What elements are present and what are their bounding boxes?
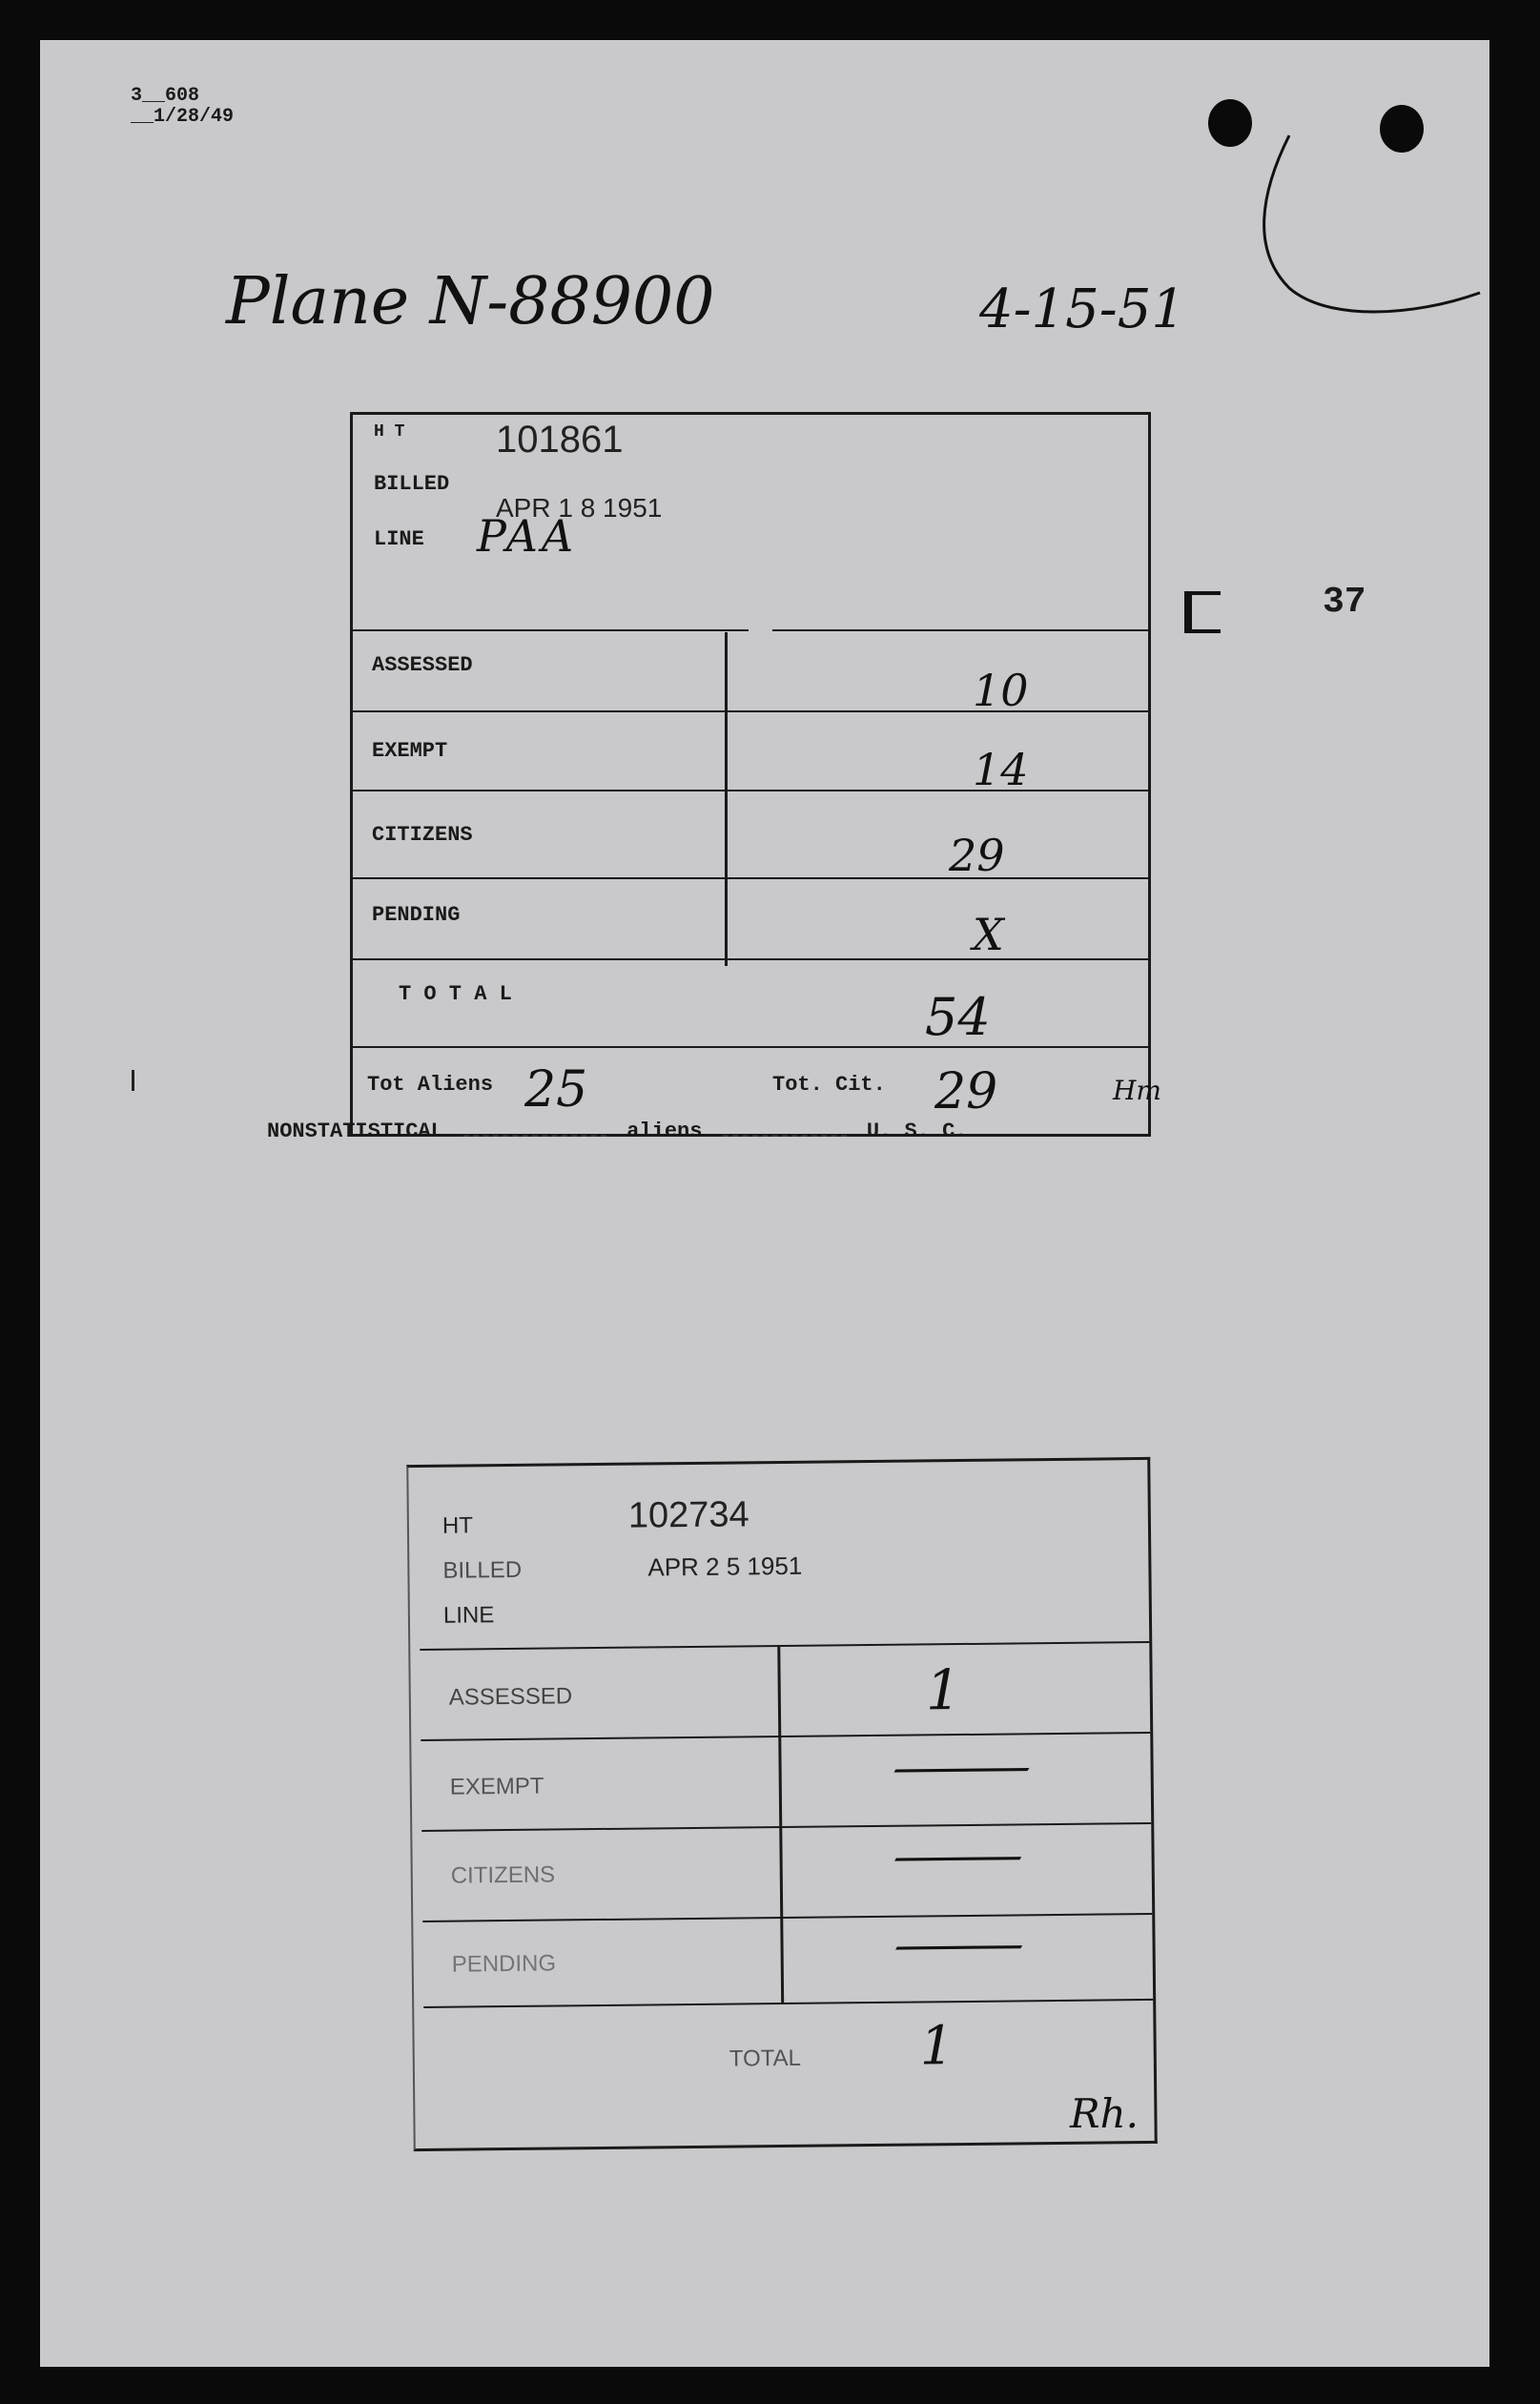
row-line — [353, 958, 1149, 960]
billed-date: APR 1 8 1951 — [496, 493, 663, 523]
pen-stroke-mark — [1251, 126, 1489, 364]
blank-usc — [723, 1135, 847, 1137]
ht-label: H T — [374, 422, 405, 442]
ht-number: 101861 — [496, 419, 624, 461]
tot-aliens-value: 25 — [524, 1061, 588, 1119]
stamp-form-2 — [406, 1457, 1157, 2151]
blank-aliens — [463, 1135, 606, 1137]
tot-cit-value: 29 — [934, 1063, 998, 1120]
line-value: PAA — [477, 510, 578, 562]
row-line — [353, 790, 1149, 791]
aliens-label: aliens — [626, 1120, 703, 1143]
initials-signature-2: Rh. — [1070, 2090, 1140, 2137]
billed-label: BILLED — [442, 1556, 523, 1584]
initials-signature: Hm — [1113, 1075, 1161, 1106]
document-page — [40, 40, 1489, 2367]
separator — [420, 1641, 1149, 1651]
pending-label: PENDING — [451, 1950, 557, 1978]
stamp-form-1 — [350, 412, 1151, 1137]
pending-label: PENDING — [372, 903, 461, 927]
date-handwritten: 4-15-51 — [979, 278, 1185, 340]
row-line — [423, 1999, 1153, 2008]
pending-value: — — [890, 1917, 1028, 1972]
reference-line-1: 3__608 — [131, 85, 200, 107]
nonstatistical-label: NONSTATISTICAL — [267, 1120, 443, 1143]
billed-date: APR 2 5 1951 — [647, 1551, 803, 1582]
separator — [772, 629, 1149, 631]
total-value: 54 — [925, 987, 991, 1047]
row-line — [353, 877, 1149, 879]
nonstatistical-line — [267, 1120, 968, 1143]
usc-label: U. S. C. — [866, 1120, 968, 1143]
citizens-label: CITIZENS — [372, 823, 473, 847]
pending-value: X — [973, 909, 1004, 960]
margin-tick — [132, 1070, 134, 1091]
separator — [353, 629, 749, 631]
exempt-label: EXEMPT — [449, 1773, 544, 1800]
assessed-value: 1 — [925, 1657, 962, 1723]
plane-number-handwritten: Plane N-88900 — [226, 264, 715, 339]
assessed-label: ASSESSED — [372, 653, 473, 677]
row-line — [421, 1822, 1151, 1832]
citizens-label: CITIZENS — [450, 1861, 556, 1889]
ht-number: 102734 — [627, 1494, 749, 1536]
assessed-value: 10 — [973, 665, 1029, 716]
page-number-37: 37 — [1323, 582, 1366, 623]
total-label: TOTAL — [729, 2044, 802, 2072]
row-line — [353, 1046, 1149, 1048]
exempt-value: 14 — [973, 744, 1029, 795]
column-divider — [725, 632, 728, 966]
total-value: 1 — [919, 2015, 955, 2078]
line-label: LINE — [442, 1602, 495, 1629]
total-label: T O T A L — [399, 982, 512, 1006]
ht-label: HT — [441, 1512, 474, 1539]
citizens-value: — — [889, 1828, 1027, 1883]
reference-line-2: __1/28/49 — [131, 106, 235, 128]
tot-aliens-label: Tot Aliens — [367, 1073, 494, 1097]
billed-label: BILLED — [374, 472, 450, 496]
bracket-mark — [1184, 591, 1221, 633]
exempt-label: EXEMPT — [372, 739, 448, 763]
exempt-value: — — [888, 1739, 1036, 1795]
reference-number — [131, 86, 234, 128]
citizens-value: 29 — [949, 830, 1005, 881]
row-line — [353, 710, 1149, 712]
punch-hole-left — [1208, 99, 1252, 147]
line-label: LINE — [374, 527, 424, 551]
tot-cit-label: Tot. Cit. — [772, 1073, 886, 1097]
assessed-label: ASSESSED — [448, 1683, 573, 1711]
row-line — [421, 1732, 1150, 1741]
row-line — [422, 1913, 1152, 1922]
